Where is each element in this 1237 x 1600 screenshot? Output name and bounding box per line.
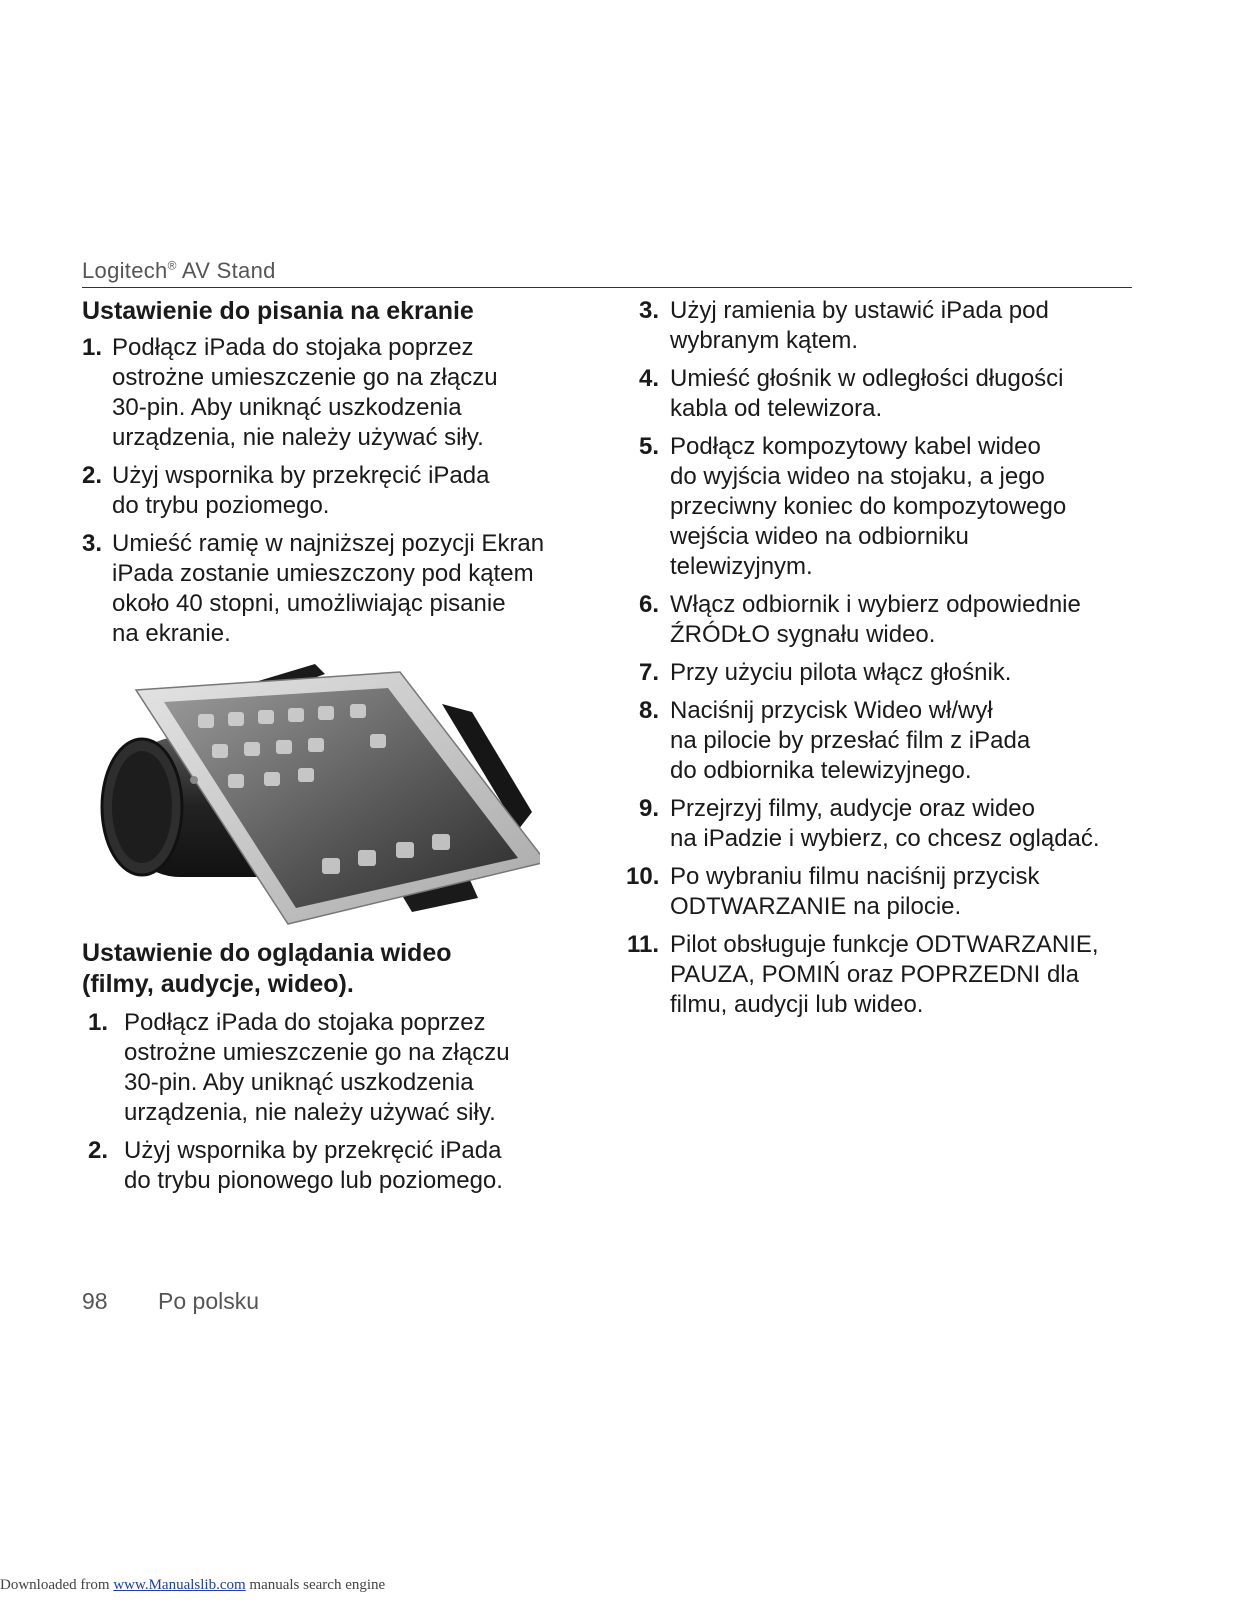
step-text: Pilot obsługuje funkcje ODTWARZANIE, PAUZA, POMIŃ oraz POPRZEDNI dla filmu, audycji lub wideo. — [670, 931, 1099, 1018]
step-text: Umieść ramię w najniższej pozycji Ekran iPada zostanie umieszczony pod kątem około 40 stopni, umożliwiając pisanie na ekranie. — [112, 530, 545, 647]
list-item — [626, 590, 1136, 650]
step-number: 2. — [87, 1137, 108, 1164]
header-brand: Logitech — [82, 258, 168, 283]
step-text: Włącz odbiornik i wybierz odpowiednie ŹRÓDŁO sygnału wideo. — [670, 591, 1081, 648]
step-number: 10. — [626, 863, 660, 890]
section-title-video: Ustawienie do oglądania wideo (filmy, audycje, wideo). — [82, 939, 452, 998]
step-text: Przy użyciu pilota włącz głośnik. — [670, 659, 1012, 686]
step-text: Przejrzyj filmy, audycje oraz wideo na iPadzie i wybierz, co chcesz oglądać. — [670, 795, 1100, 852]
step-text: Podłącz kompozytowy kabel wideo do wyjścia wideo na stojaku, a jego przeciwny koniec do kompozytowego wejścia wideo na odbiorniku telewizyjnym. — [670, 433, 1067, 580]
step-number: 6. — [638, 591, 659, 618]
list-item — [626, 364, 1136, 424]
step-number: 2. — [82, 462, 103, 489]
step-number: 3. — [638, 297, 659, 324]
step-text: Po wybraniu filmu naciśnij przycisk ODTWARZANIE na pilocie. — [670, 863, 1040, 920]
manualslib-link[interactable]: www.Manualslib.com — [113, 1577, 246, 1593]
list-item — [82, 461, 582, 521]
left-column-lower — [82, 938, 582, 1204]
step-number: 1. — [87, 1009, 108, 1036]
page-number: 98 — [82, 1288, 108, 1314]
step-number: 1. — [82, 334, 103, 361]
list-item — [82, 1136, 582, 1196]
list-item — [82, 1008, 582, 1128]
list-item — [626, 930, 1136, 1020]
step-text: Podłącz iPada do stojaka poprzez ostrożne umieszczenie go na złączu 30-pin. Aby uniknąć uszkodzenia urządzenia, nie należy używać siły. — [124, 1009, 510, 1126]
video-steps-continued-list — [626, 296, 1136, 1020]
list-item — [626, 794, 1136, 854]
step-text: Naciśnij przycisk Wideo wł/wył na pilocie by przesłać film z iPada do odbiornika telewizyjnego. — [670, 697, 1031, 784]
list-item — [626, 696, 1136, 786]
step-number: 7. — [638, 659, 659, 686]
download-prefix: Downloaded from — [0, 1577, 114, 1593]
list-item — [82, 333, 582, 453]
step-text: Użyj wspornika by przekręcić iPada do trybu pionowego lub poziomego. — [124, 1137, 503, 1194]
download-notice — [0, 1577, 385, 1594]
step-number: 9. — [638, 795, 659, 822]
right-column — [626, 296, 1136, 1028]
page-footer — [82, 1288, 259, 1315]
step-number: 4. — [638, 365, 659, 392]
step-number: 8. — [638, 697, 659, 724]
footer-language: Po polsku — [158, 1288, 260, 1314]
step-text: Użyj wspornika by przekręcić iPada do trybu poziomego. — [112, 462, 490, 519]
step-text: Podłącz iPada do stojaka poprzez ostrożne umieszczenie go na złączu 30-pin. Aby uniknąć uszkodzenia urządzenia, nie należy używać siły. — [112, 334, 498, 451]
step-text: Użyj ramienia by ustawić iPada pod wybranym kątem. — [670, 297, 1049, 354]
list-item — [626, 296, 1136, 356]
download-suffix: manuals search engine — [245, 1577, 386, 1593]
video-steps-list — [82, 1008, 582, 1196]
writing-steps-list — [82, 333, 582, 649]
step-number: 5. — [638, 433, 659, 460]
section-title-writing: Ustawienie do pisania na ekranie — [82, 297, 474, 325]
step-text: Umieść głośnik w odległości długości kabla od telewizora. — [670, 365, 1064, 422]
ipad-stand-photo — [100, 662, 540, 932]
list-item — [82, 529, 582, 649]
step-number: 11. — [626, 931, 659, 958]
running-header — [82, 258, 1132, 288]
header-product: AV Stand — [176, 258, 276, 283]
left-column — [82, 296, 582, 657]
registered-mark: ® — [167, 258, 177, 273]
list-item — [626, 862, 1136, 922]
step-number: 3. — [82, 530, 103, 557]
list-item — [626, 658, 1136, 688]
list-item — [626, 432, 1136, 582]
